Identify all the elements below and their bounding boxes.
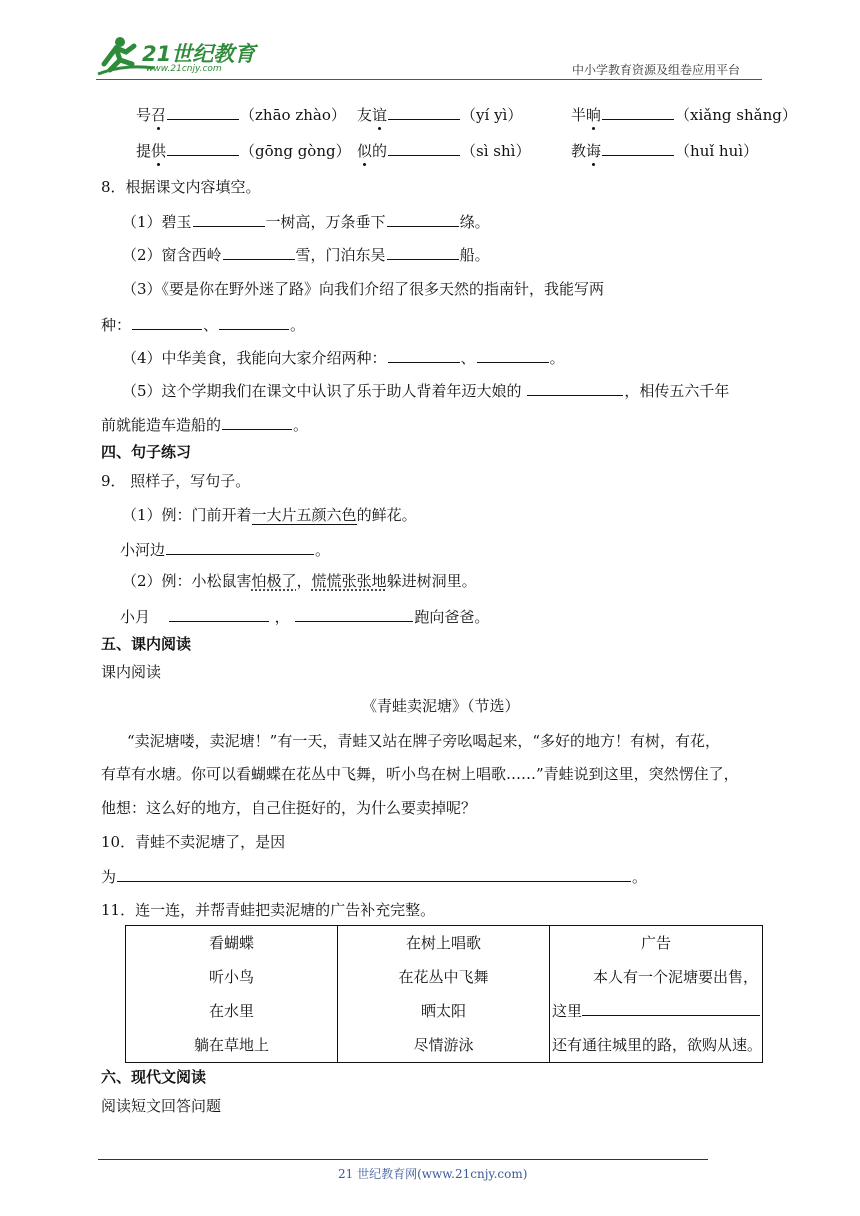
passage-line: “卖泥塘喽，卖泥塘！”有一天，青蛙又站在牌子旁吆喝起来，“多好的地方！有树，有花， bbox=[127, 732, 721, 750]
section-6-sub: 阅读短文回答问题 bbox=[101, 1097, 222, 1115]
q8-line-4: （4）中华美食，我能向大家介绍两种： 、 。 bbox=[122, 349, 565, 367]
table-cell[interactable]: 在树上唱歌 bbox=[405, 934, 481, 952]
fill-blank[interactable] bbox=[223, 244, 295, 260]
section-5-sub: 课内阅读 bbox=[101, 663, 162, 681]
fill-blank[interactable] bbox=[582, 1000, 760, 1016]
footer-divider bbox=[98, 1159, 708, 1160]
table-cell[interactable]: 尽情游泳 bbox=[413, 1036, 474, 1054]
fill-blank[interactable] bbox=[387, 211, 459, 227]
table-column-places bbox=[337, 926, 549, 1063]
table-cell[interactable]: 躺在草地上 bbox=[193, 1036, 269, 1054]
pinyin-item: 半晌 （xiǎng shǎng） bbox=[571, 106, 797, 124]
section-4-heading: 四、句子练习 bbox=[101, 443, 192, 461]
q9-example-2: （2）例：小松鼠害怕极了，慌慌张张地躲进树洞里。 bbox=[122, 572, 477, 590]
pinyin-item: 友谊 （yí yì） bbox=[357, 106, 523, 124]
fill-blank[interactable] bbox=[477, 347, 549, 363]
section-6-heading: 六、现代文阅读 bbox=[101, 1068, 207, 1086]
table-cell[interactable]: 在花丛中飞舞 bbox=[398, 968, 489, 986]
fill-blank[interactable] bbox=[295, 606, 413, 622]
q8-line-2: （2）窗含西岭 雪，门泊东吴 船。 bbox=[122, 246, 490, 264]
pinyin-item: 提供 （gōng gòng） bbox=[136, 142, 351, 160]
passage-title: 《青蛙卖泥塘》（节选） bbox=[362, 697, 520, 715]
fill-blank[interactable] bbox=[117, 866, 631, 882]
platform-name: 中小学教育资源及组卷应用平台 bbox=[572, 63, 741, 77]
ad-line: 本人有一个泥塘要出售， bbox=[592, 968, 758, 986]
table-cell[interactable]: 在水里 bbox=[208, 1002, 254, 1020]
table-cell[interactable]: 听小鸟 bbox=[208, 968, 254, 986]
pinyin-item: 号召 （zhāo zhào） bbox=[136, 106, 346, 124]
table-cell[interactable]: 晒太阳 bbox=[420, 1002, 466, 1020]
header-divider bbox=[96, 79, 762, 80]
q8-line-1: （1）碧玉 一树高，万条垂下 绦。 bbox=[122, 213, 490, 231]
fill-blank[interactable] bbox=[222, 414, 292, 430]
question-11-title: 11．连一连，并帮青蛙把卖泥塘的广告补充完整。 bbox=[101, 901, 436, 919]
logo-text: 21世纪教育 bbox=[142, 42, 256, 66]
fill-blank[interactable] bbox=[193, 211, 265, 227]
fill-blank[interactable] bbox=[387, 244, 459, 260]
matching-table bbox=[125, 925, 763, 1063]
q8-line-5: （5）这个学期我们在课文中认识了乐于助人背着年迈大娘的 ，相传五六千年 bbox=[122, 382, 730, 400]
footer-text: 21 世纪教育网(www.21cnjy.com) bbox=[338, 1167, 528, 1181]
ad-cell bbox=[549, 926, 762, 1063]
logo-url: www.21cnjy.com bbox=[146, 64, 222, 74]
fill-blank[interactable] bbox=[169, 606, 269, 622]
q10-answer: 为 。 bbox=[101, 868, 648, 886]
question-9-title: 9． 照样子，写句子。 bbox=[101, 472, 251, 490]
section-5-heading: 五、课内阅读 bbox=[101, 635, 192, 653]
q9-answer-1: 小河边 。 bbox=[120, 541, 331, 559]
fill-blank[interactable] bbox=[527, 380, 623, 396]
table-column-actions bbox=[126, 926, 338, 1063]
fill-blank[interactable] bbox=[166, 539, 314, 555]
q8-line-3: （3）《要是你在野外迷了路》向我们介绍了很多天然的指南针，我能写两 bbox=[122, 280, 605, 298]
q9-example-1: （1）例：门前开着一大片五颜六色的鲜花。 bbox=[122, 506, 417, 524]
table-cell[interactable]: 看蝴蝶 bbox=[208, 934, 254, 952]
ad-title: 广告 bbox=[640, 934, 671, 952]
fill-blank[interactable] bbox=[132, 314, 202, 330]
q8-line-5b: 前就能造车造船的 。 bbox=[101, 416, 309, 434]
q8-line-3b: 种： 、 。 bbox=[101, 316, 306, 334]
site-logo bbox=[94, 34, 264, 78]
question-10-title: 10．青蛙不卖泥塘了，是因 bbox=[101, 833, 286, 851]
ad-line: 这里 bbox=[550, 994, 762, 1028]
fill-blank[interactable] bbox=[388, 347, 460, 363]
question-8-title: 8．根据课文内容填空。 bbox=[101, 178, 261, 196]
fill-blank[interactable] bbox=[219, 314, 289, 330]
passage-line: 他想：这么好的地方，自己住挺好的，为什么要卖掉呢？ bbox=[101, 799, 477, 817]
pinyin-item: 教诲 （huǐ huì） bbox=[571, 142, 759, 160]
ad-line: 还有通往城里的路，欲购从速。 bbox=[551, 1036, 762, 1054]
passage-line: 有草有水塘。你可以看蝴蝶在花丛中飞舞，听小鸟在树上唱歌……”青蛙说到这里，突然愣住了， bbox=[101, 765, 739, 783]
pinyin-item: 似的 （sì shì） bbox=[357, 142, 531, 160]
q9-answer-2: 小月 ， 跑向爸爸。 bbox=[120, 608, 490, 626]
